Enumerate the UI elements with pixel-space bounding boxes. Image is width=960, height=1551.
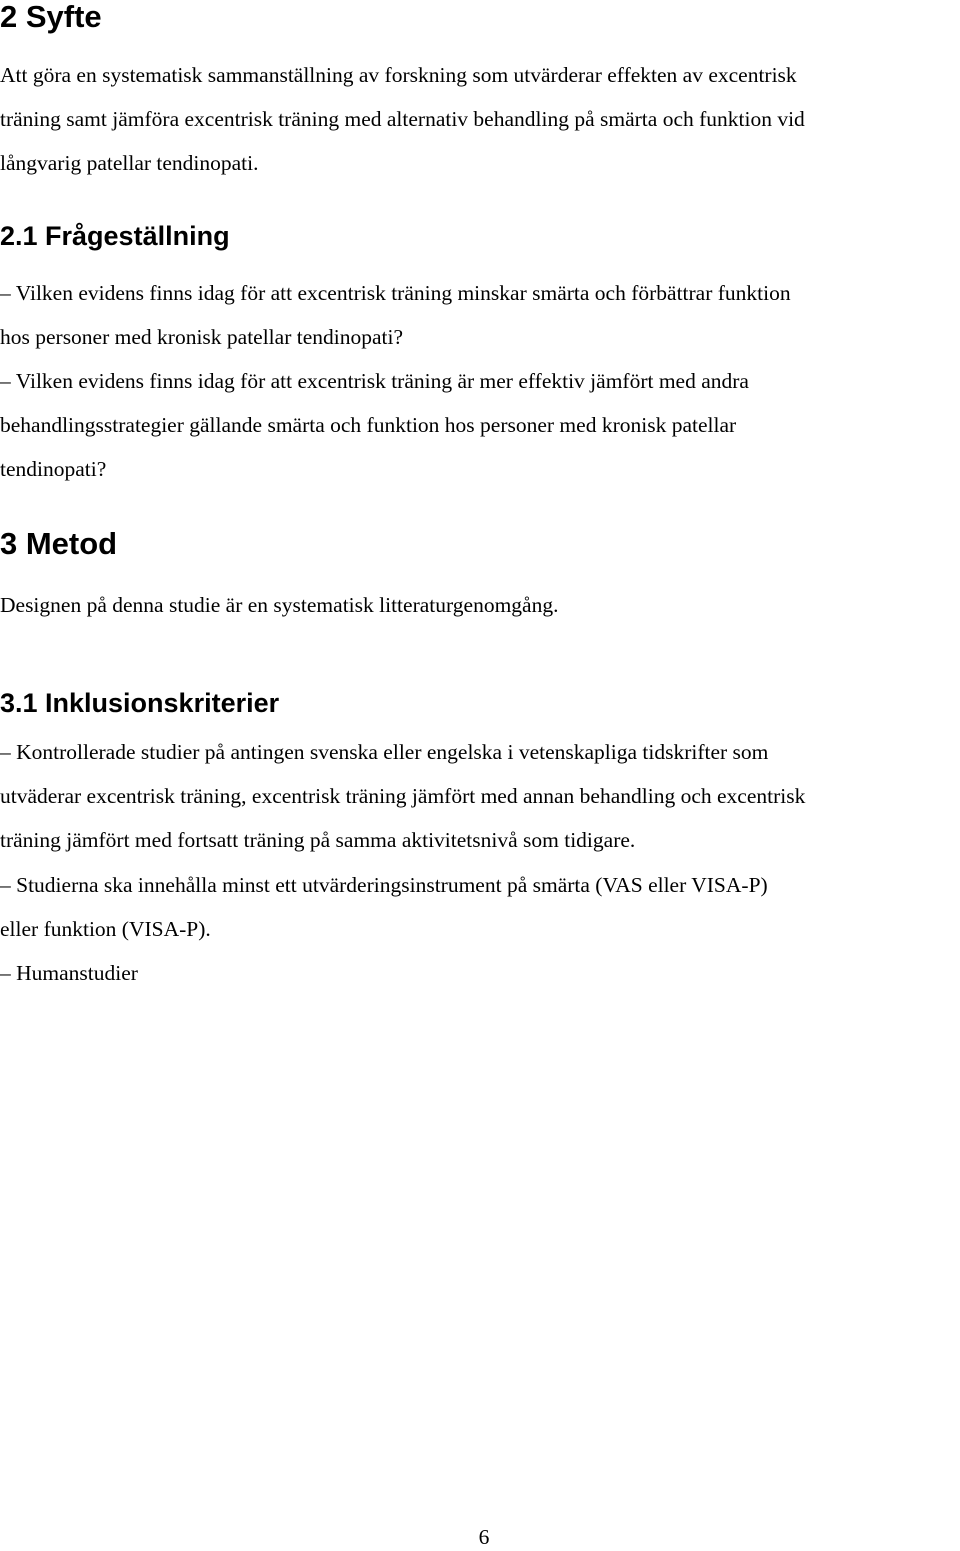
text-line: – Vilken evidens finns idag för att excentrisk träning är mer effektiv jämfört med andra <box>0 369 749 393</box>
text-line: Att göra en systematisk sammanställning av forskning som utvärderar effekten av excentrisk <box>0 63 797 87</box>
text-line: – Humanstudier <box>0 961 138 985</box>
text-line: eller funktion (VISA-P). <box>0 917 211 941</box>
metod-paragraph <box>0 583 960 627</box>
section-heading-fragestallning: 2.1 Frågeställning <box>0 221 230 251</box>
inklusion-item-1 <box>0 730 960 862</box>
text-line: träning samt jämföra excentrisk träning med alternativ behandling på smärta och funktion vid <box>0 107 805 131</box>
text-line: hos personer med kronisk patellar tendinopati? <box>0 325 404 349</box>
syfte-paragraph <box>0 53 960 185</box>
inklusion-item-3 <box>0 951 960 995</box>
section-heading-inklusion: 3.1 Inklusionskriterier <box>0 688 280 718</box>
text-line: tendinopati? <box>0 457 107 481</box>
text-line: träning jämfört med fortsatt träning på samma aktivitetsnivå som tidigare. <box>0 828 636 852</box>
text-line: långvarig patellar tendinopati. <box>0 151 259 175</box>
text-line: – Kontrollerade studier på antingen svenska eller engelska i vetenskapliga tidskrifter som <box>0 740 769 764</box>
section-heading-syfte: 2 Syfte <box>0 0 102 34</box>
text-line: – Studierna ska innehålla minst ett utvärderingsinstrument på smärta (VAS eller VISA-P) <box>0 873 768 897</box>
page-number: 6 <box>478 1525 490 1549</box>
inklusion-item-2 <box>0 863 960 951</box>
text-line: – Vilken evidens finns idag för att excentrisk träning minskar smärta och förbättrar funktion <box>0 281 791 305</box>
text-line: Designen på denna studie är en systematisk litteraturgenomgång. <box>0 593 559 617</box>
fragestallning-item-2 <box>0 359 960 491</box>
fragestallning-item-1 <box>0 271 960 359</box>
text-line: utväderar excentrisk träning, excentrisk träning jämfört med annan behandling och excentrisk <box>0 784 806 808</box>
section-heading-metod: 3 Metod <box>0 526 118 561</box>
text-line: behandlingsstrategier gällande smärta och funktion hos personer med kronisk patellar <box>0 413 737 437</box>
